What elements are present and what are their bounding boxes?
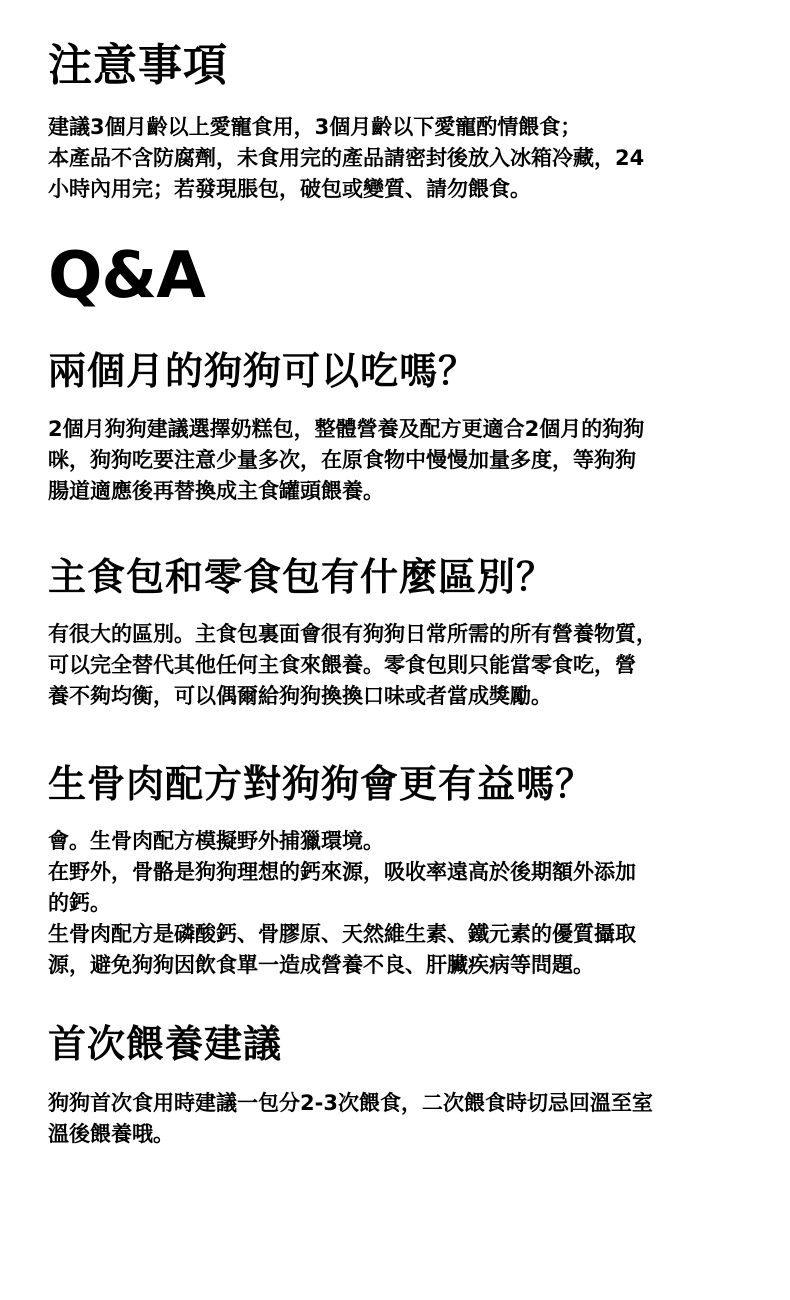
question-title: 生骨肉配方對狗狗會更有益嗎？ (48, 762, 595, 806)
answer-line: 源，避免狗狗因飲食單一造成營養不良、肝臟疾病等問題。 (48, 953, 594, 977)
answer-line: 2個月狗狗建議選擇奶糕包，整體營養及配方更適合2個月的狗狗 (48, 417, 645, 441)
answer-line: 溫後餵養哦。 (48, 1122, 174, 1146)
answer-body (48, 1088, 758, 1150)
answer-line: 咪，狗狗吃要注意少量多次，在原食物中慢慢加量多度，等狗狗 (48, 448, 636, 472)
notice-line: 建議3個月齡以上愛寵食用，3個月齡以下愛寵酌情餵食； (48, 115, 582, 139)
answer-body (48, 414, 758, 507)
answer-line: 的鈣。 (48, 891, 111, 915)
answer-line: 狗狗首次食用時建議一包分2-3次餵食，二次餵食時切忌回溫至室 (48, 1091, 653, 1115)
question-title: 兩個月的狗狗可以吃嗎？ (48, 349, 478, 393)
notice-line: 本產品不含防腐劑，未食用完的產品請密封後放入冰箱冷藏，24 (48, 146, 645, 170)
notice-body (48, 112, 758, 205)
answer-line: 生骨肉配方是磷酸鈣、骨膠原、天然維生素、鐵元素的優質攝取 (48, 922, 636, 946)
answer-line: 在野外，骨骼是狗狗理想的鈣來源，吸收率遠高於後期額外添加 (48, 860, 636, 884)
answer-line: 可以完全替代其他任何主食來餵養。零食包則只能當零食吃，營 (48, 653, 636, 677)
answer-line: 養不夠均衡，可以偶爾給狗狗換換口味或者當成獎勵。 (48, 684, 552, 708)
answer-body (48, 619, 758, 712)
answer-line: 腸道適應後再替換成主食罐頭餵養。 (48, 479, 384, 503)
question-title: 首次餵養建議 (48, 1022, 283, 1066)
notice-title: 注意事項 (48, 40, 228, 91)
answer-line: 有很大的區別。主食包裏面會很有狗狗日常所需的所有營養物質， (48, 622, 657, 646)
answer-line: 會。生骨肉配方模擬野外捕獵環境。 (48, 829, 384, 853)
answer-body (48, 826, 758, 981)
notice-line: 小時內用完；若發現脹包，破包或變質、請勿餵食。 (48, 177, 531, 201)
question-title: 主食包和零食包有什麼區別？ (48, 555, 556, 599)
qa-title: Q&A (48, 239, 205, 313)
